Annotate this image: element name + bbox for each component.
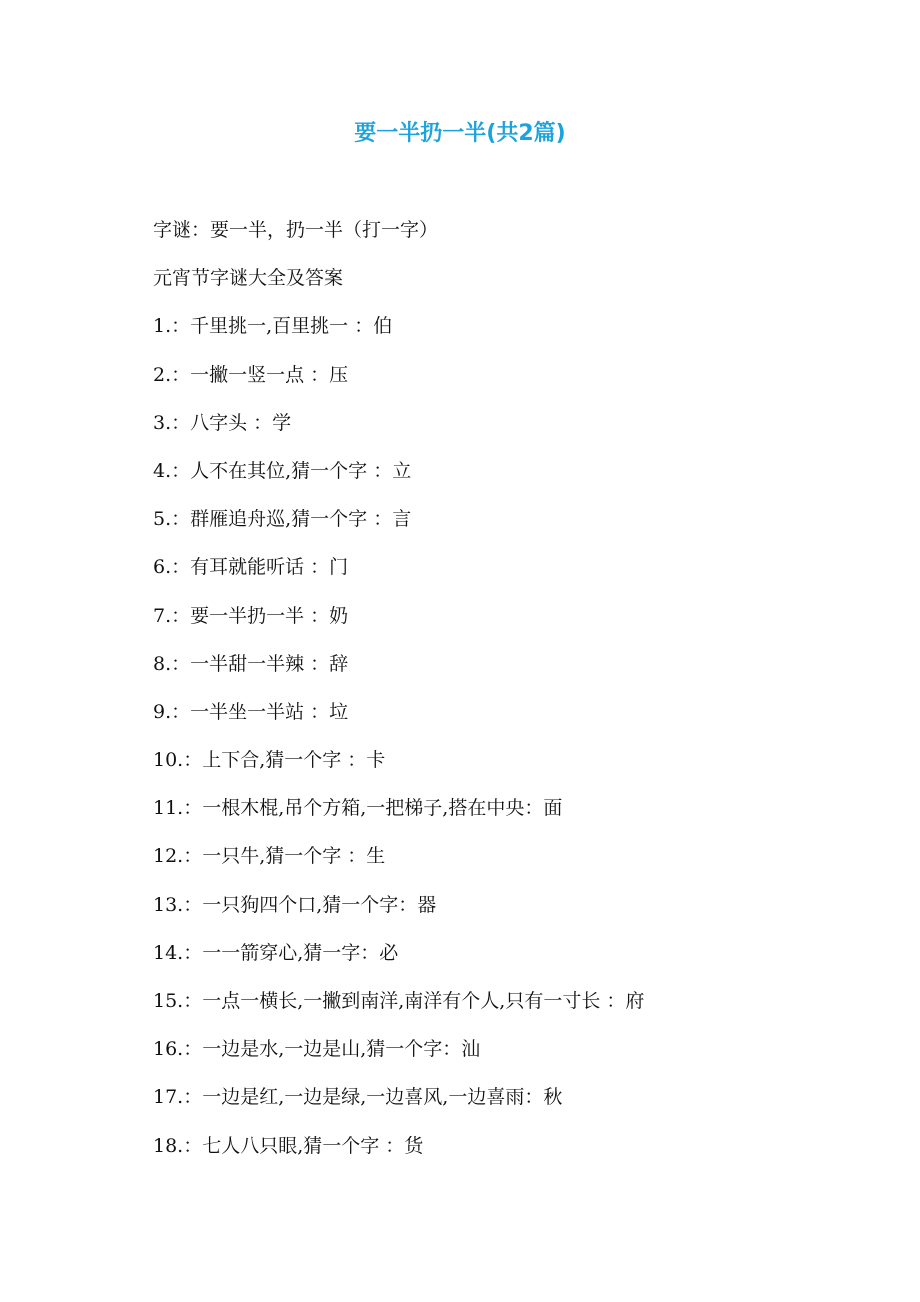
riddle-line: 8.：一半甜一半辣 ：辞 [153,652,349,675]
riddle-line: 18.：七人八只眼,猜一个字 ：货 [153,1134,424,1157]
riddle-line: 14.：一一箭穿心,猜一字：必 [153,941,399,964]
riddle-line: 9.：一半坐一半站 ：垃 [153,700,349,723]
riddle-line: 13.：一只狗四个口,猜一个字：器 [153,893,437,916]
riddle-line: 11.：一根木棍,吊个方箱,一把梯子,搭在中央：面 [153,797,563,820]
intro-line: 字谜：要一半，扔一半（打一字） [153,219,439,241]
riddle-line: 10.：上下合,猜一个字 ：卡 [153,749,386,772]
riddle-line: 6.：有耳就能听话 ：门 [153,556,349,579]
riddle-line: 17.：一边是红,一边是绿,一边喜风,一边喜雨：秋 [153,1086,563,1109]
document-title: 要一半扔一半(共2篇) [354,121,566,146]
riddle-line: 4.：人不在其位,猜一个字 ：立 [153,459,412,482]
riddle-line: 5.：群雁追舟巡,猜一个字 ：言 [153,508,412,531]
riddle-line: 1.：千里挑一,百里挑一 ：伯 [153,315,393,338]
riddle-line: 3.：八字头 ：学 [153,411,292,434]
subheading-line: 元宵节字谜大全及答案 [153,267,344,290]
riddle-line: 16.：一边是水,一边是山,猜一个字：汕 [153,1038,481,1061]
riddle-line: 15.：一点一横长,一撇到南洋,南洋有个人,只有一寸长 ：府 [153,990,645,1012]
document-body [153,212,853,1176]
riddle-line: 7.：要一半扔一半 ：奶 [153,604,349,627]
riddle-line: 12.：一只牛,猜一个字 ：生 [153,845,386,868]
riddle-line: 2.：一撇一竖一点 ：压 [153,363,349,386]
